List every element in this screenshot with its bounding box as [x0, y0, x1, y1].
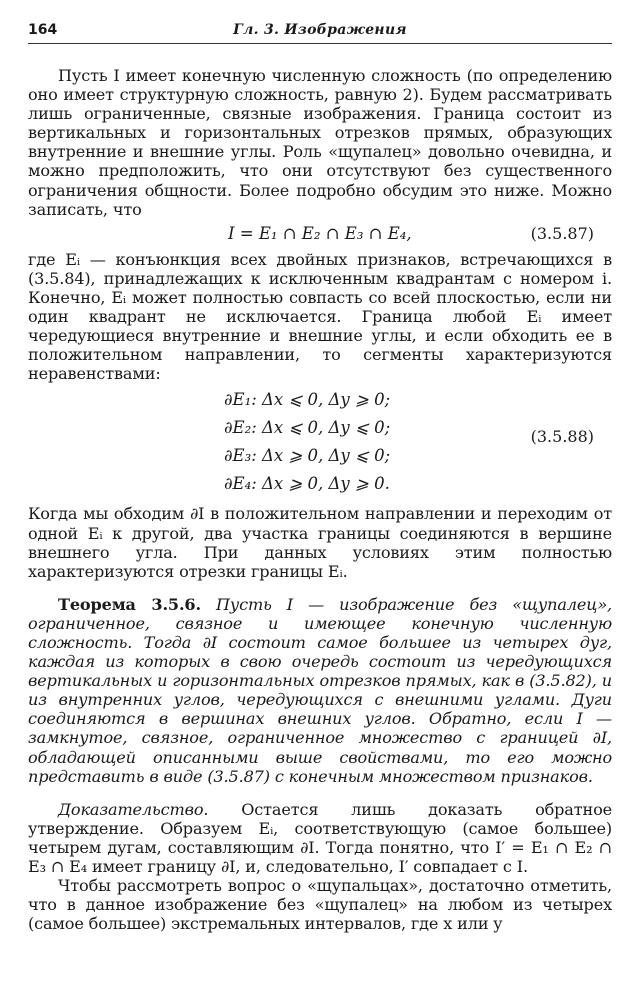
- paragraph-definition: где Eᵢ — конъюнкция всех двойных признаков, встречающихся в (3.5.84), принадлежащих к исключенным квадрантам с номером i. Конечно, Eᵢ может полностью совпасть со всей плоскостью, если ни один квадрант не исключается. Граница любой Eᵢ имеет чередующиеся внутренние и внешние углы, и если обходить ее в положительном направлении, то сегменты характеризуются неравенствами:: [28, 249, 612, 384]
- header-rule: [28, 43, 612, 44]
- equation-number: (3.5.88): [530, 427, 594, 447]
- inequality-line: ∂E₂: Δx ⩽ 0, Δy ⩽ 0;: [224, 418, 391, 438]
- paragraph-boundary: Когда мы обходим ∂I в положительном направлении и переходим от одной Eᵢ к другой, два участка границы соединяются в вершине внешнего угла. При данных условиях этим полностью характеризуются отрезки границы Eᵢ.: [28, 504, 612, 581]
- theorem-3-5-6: [28, 595, 612, 786]
- equation-number: (3.5.87): [530, 223, 594, 243]
- proof-text: Остается лишь доказать обратное утверждение. Образуем Eᵢ, соответствующую (самое большее) четырем дугам, составляющим ∂I. Тогда понятно, что I′ = E₁ ∩ E₂ ∩ E₃ ∩ E₄ имеет границу ∂I, и, следовательно, I′ совпадает с I.: [28, 799, 612, 876]
- inequality-line: ∂E₄: Δx ⩾ 0, Δy ⩾ 0.: [224, 474, 390, 494]
- running-head: Гл. 3. Изображения: [233, 22, 407, 38]
- equation-3-5-87: [28, 223, 612, 248]
- page-number: 164: [28, 22, 58, 38]
- proof-label: Доказательство.: [58, 799, 209, 819]
- equation-body: I = E₁ ∩ E₂ ∩ E₃ ∩ E₄,: [228, 223, 412, 243]
- paragraph-tentacles: Чтобы рассмотреть вопрос о «щупальцах», достаточно отметить, что в данное изображение без «щупалец» на любом из четырех (самое большее) экстремальных интервалов, где x или y: [28, 876, 612, 934]
- inequalities-3-5-88: [28, 387, 612, 498]
- inequality-line: ∂E₃: Δx ⩾ 0, Δy ⩽ 0;: [224, 446, 391, 466]
- paragraph-intro: Пусть I имеет конечную численную сложность (по определению оно имеет структурную сложность, равную 2). Будем рассматривать лишь ограниченные, связные изображения. Граница состоит из вертикальных и горизонтальных отрезков прямых, образующих внутренние и внешние углы. Роль «щупалец» довольно очевидна, и можно предположить, что они отсутствуют без существенного ограничения общности. Более подробно обсудим это ниже. Можно записать, что: [28, 66, 612, 219]
- inequality-line: ∂E₁: Δx ⩽ 0, Δy ⩾ 0;: [224, 390, 391, 410]
- theorem-label: Теорема 3.5.6.: [58, 594, 201, 614]
- page-body: [28, 66, 612, 933]
- theorem-text: Пусть I — изображение без «щупалец», ограниченное, связное и имеющее конечную численную сложность. Тогда ∂I состоит самое большее из четырех дуг, каждая из которых в свою очередь состоит из чередующихся вертикальных и горизонтальных отрезков прямых, как в (3.5.82), и из внутренних углов, чередующихся с внешними углами. Дуги соединяются в вершинах внешних углов. Обратно, если I — замкнутое, связное, ограниченное множество с границей ∂I, обладающей описанными выше свойствами, то его можно представить в виде (3.5.87) с конечным множеством признаков.: [28, 594, 612, 786]
- proof: [28, 800, 612, 876]
- page-header: [28, 22, 612, 44]
